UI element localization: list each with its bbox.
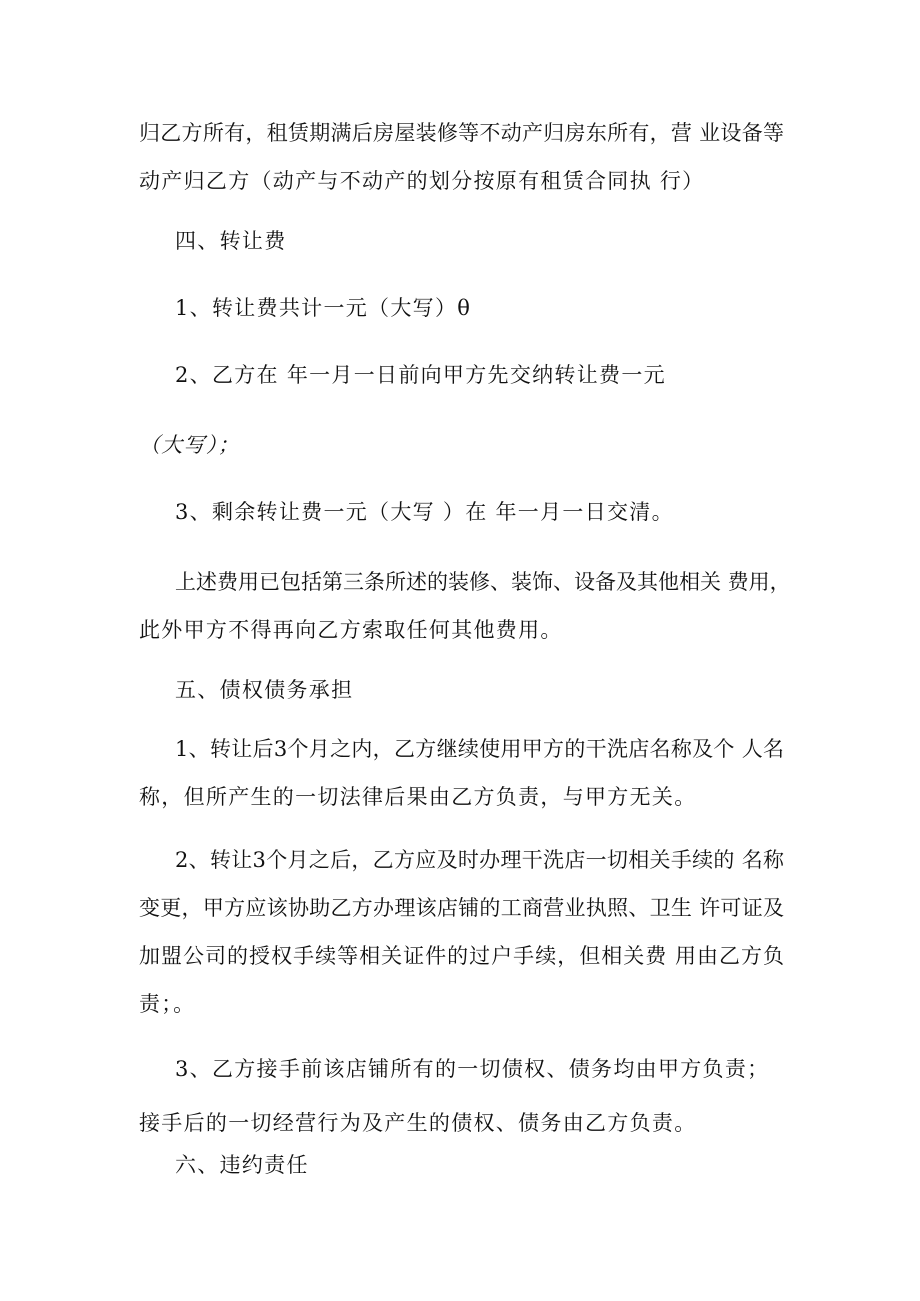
section-heading: 四、转让费 [175,229,287,253]
text-line: 接手后的一切经营行为及产生的债权、债务由乙方负责。 [139,1111,697,1135]
text-line: 3、乙方接手前该店铺所有的一切债权、债务均由甲方负责； [175,1057,770,1081]
text-line: 此外甲方不得再向乙方索取任何其他费用。 [139,618,563,642]
text-line: 动产归乙方（动产与不动产的划分按原有租赁合同执 行） [139,169,705,193]
text-line: 3、剩余转让费一元（大写 ）在 年一月一日交清。 [175,500,674,524]
text-line: 1、转让费共计一元（大写）θ [175,296,472,320]
section-heading: 六、违约责任 [175,1153,309,1177]
text-line: （大写）； [139,433,240,457]
text-line: 上述费用已包括第三条所述的装修、装饰、设备及其他相关 费用， [175,570,791,594]
text-line: 责；。 [139,992,196,1016]
text-line: 2、乙方在 年一月一日前向甲方先交纳转让费一元 [175,363,666,387]
section-heading: 五、债权债务承担 [175,678,354,702]
text-line: 加盟公司的授权手续等相关证件的过户手续，但相关费 用由乙方负 [139,944,784,968]
text-line: 变更，甲方应该协助乙方办理该店铺的工商营业执照、卫生 许可证及 [139,896,784,920]
text-line: 归乙方所有，租赁期满后房屋装修等不动产归房东所有，营 业设备等 [139,121,784,145]
text-line: 1、转让后3个月之内，乙方继续使用甲方的干洗店名称及个 人名 [175,737,784,761]
text-line: 称，但所产生的一切法律后果由乙方负责，与甲方无关。 [139,785,697,809]
text-line: 2、转让3个月之后，乙方应及时办理干洗店一切相关手续的 名称 [175,848,784,872]
